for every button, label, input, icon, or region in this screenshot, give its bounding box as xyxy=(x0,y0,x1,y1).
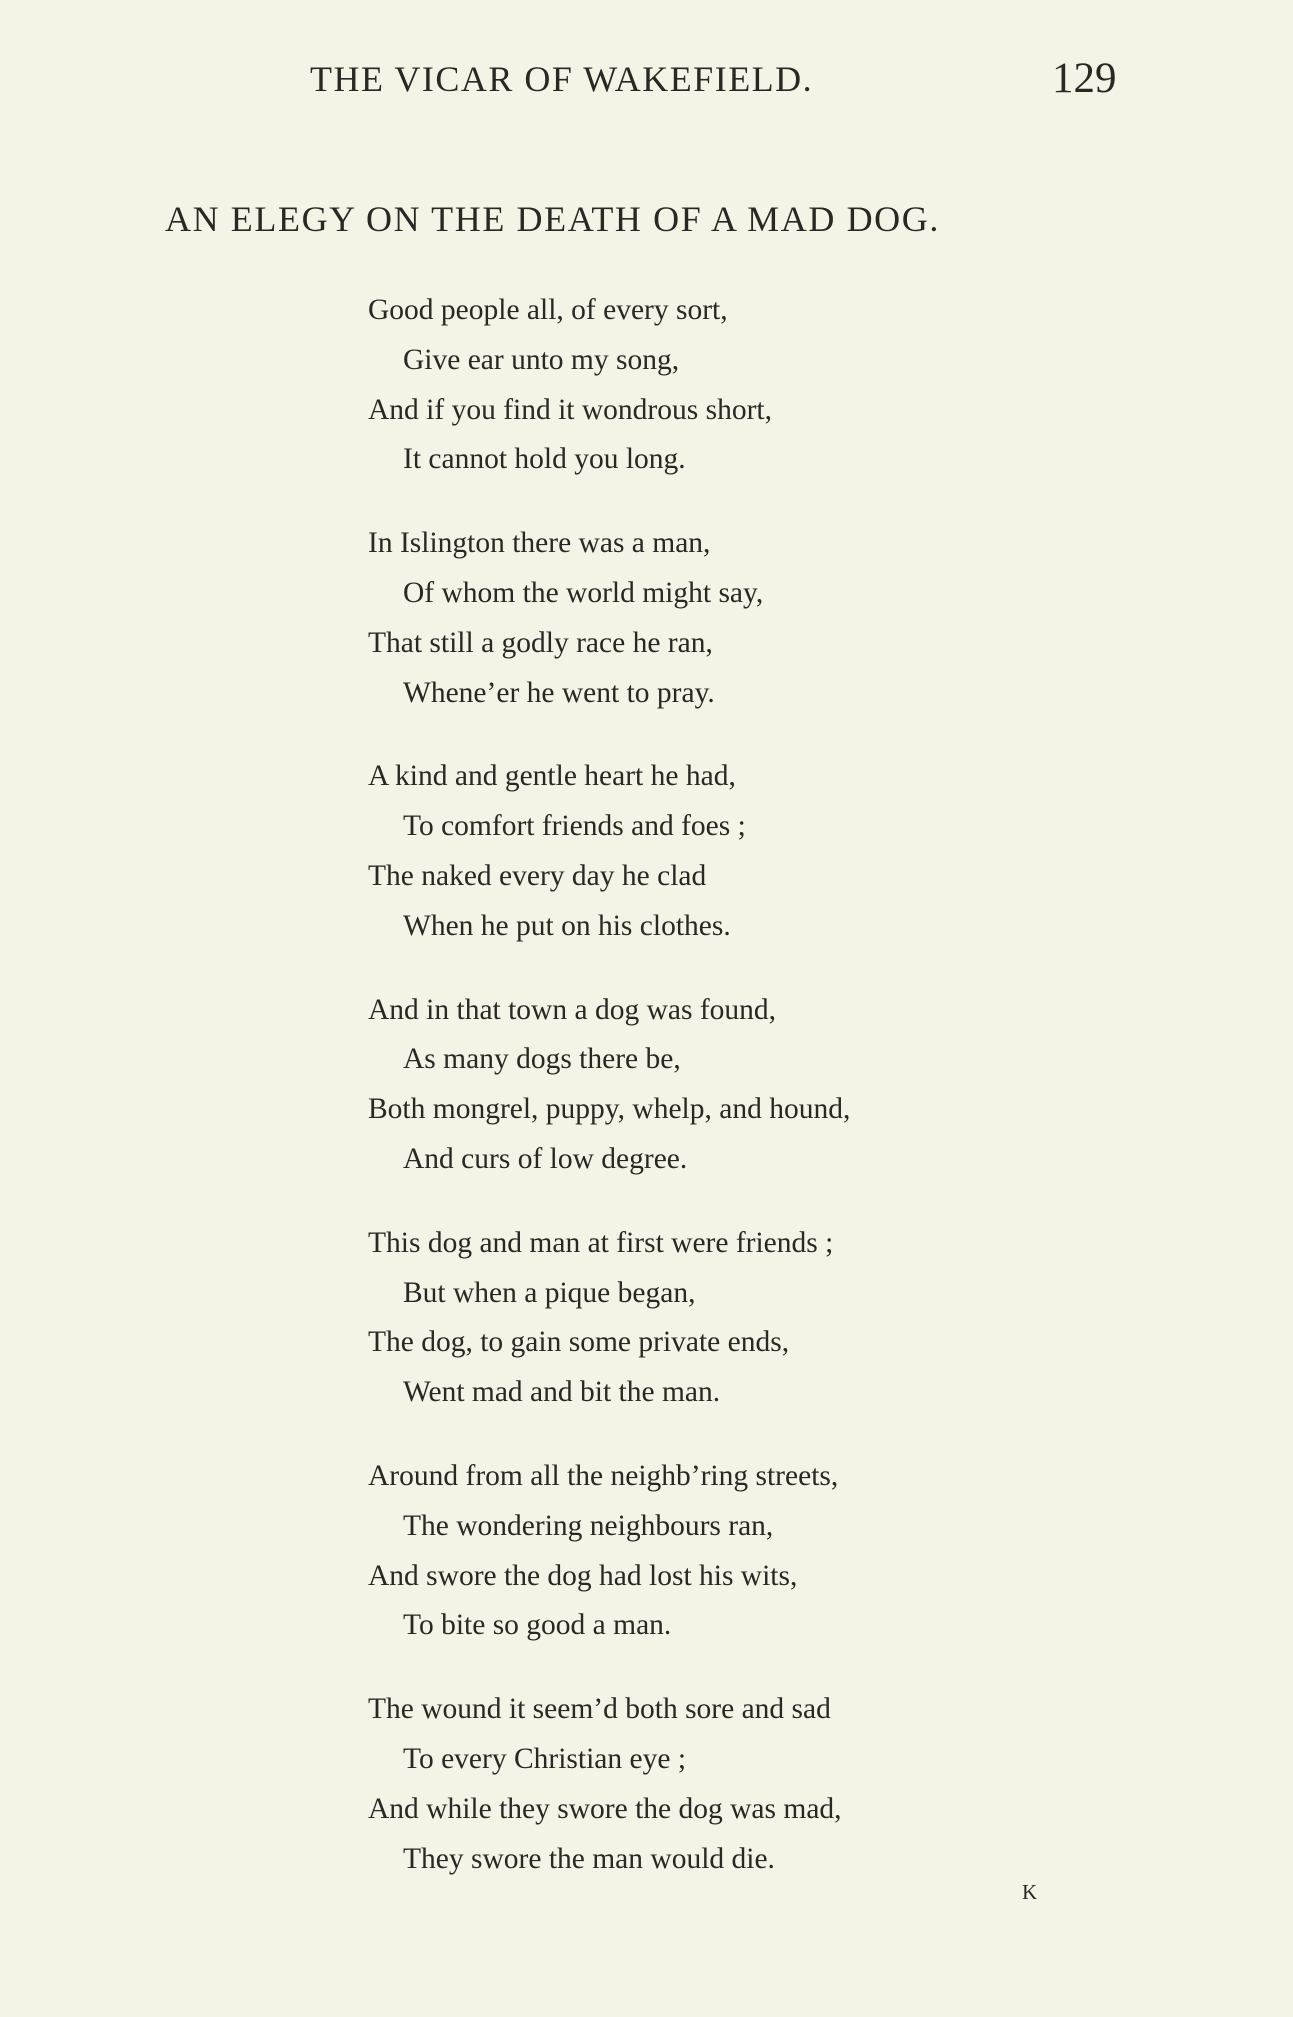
poem-line: As many dogs there be, xyxy=(403,1043,681,1076)
stanza xyxy=(368,286,1068,485)
stanza xyxy=(368,1219,1068,1418)
poem-line: To bite so good a man. xyxy=(403,1609,672,1642)
stanza xyxy=(368,752,1068,951)
poem-line: That still a godly race he ran, xyxy=(368,626,713,659)
poem-body xyxy=(368,286,1068,1918)
stanza xyxy=(368,519,1068,718)
poem-line: Of whom the world might say, xyxy=(403,576,764,609)
poem-line: And in that town a dog was found, xyxy=(368,993,777,1026)
poem-line: Good people all, of every sort, xyxy=(368,294,728,326)
poem-line: Both mongrel, puppy, whelp, and hound, xyxy=(368,1093,851,1126)
poem-line: This dog and man at first were friends ; xyxy=(368,1226,834,1259)
stanza xyxy=(368,1685,1068,1884)
page-number: 129 xyxy=(1052,55,1117,102)
poem-line: Went mad and bit the man. xyxy=(403,1376,721,1409)
poem-line: The wound it seem’d both sore and sad xyxy=(368,1693,831,1726)
poem-line: In Islington there was a man, xyxy=(368,527,711,560)
running-title: THE VICAR OF WAKEFIELD. xyxy=(310,59,814,99)
stanza xyxy=(368,1452,1068,1651)
poem-line: The wondering neighbours ran, xyxy=(403,1509,774,1542)
poem-line: And curs of low degree. xyxy=(403,1142,688,1175)
poem-line: Give ear unto my song, xyxy=(403,343,680,376)
poem-line: Around from all the neighb’ring streets, xyxy=(368,1459,839,1492)
poem-line: Whene’er he went to pray. xyxy=(403,676,715,709)
poem-line: The naked every day he clad xyxy=(368,859,707,892)
poem-line: A kind and gentle heart he had, xyxy=(368,760,736,793)
poem-line: But when a pique began, xyxy=(403,1276,696,1309)
poem-line: To comfort friends and foes ; xyxy=(403,810,746,843)
poem-line: It cannot hold you long. xyxy=(403,443,686,476)
signature-mark: K xyxy=(1022,1880,1039,1904)
stanza xyxy=(368,986,1068,1185)
poem-line: And while they swore the dog was mad, xyxy=(368,1792,842,1825)
poem-line: And if you find it wondrous short, xyxy=(368,393,772,426)
poem-line: When he put on his clothes. xyxy=(403,909,731,942)
poem-line: To every Christian eye ; xyxy=(403,1742,687,1775)
poem-line: And swore the dog had lost his wits, xyxy=(368,1559,798,1592)
poem-line: They swore the man would die. xyxy=(403,1842,775,1875)
poem-line: The dog, to gain some private ends, xyxy=(368,1326,790,1359)
poem-title: AN ELEGY ON THE DEATH OF A MAD DOG. xyxy=(165,199,940,239)
